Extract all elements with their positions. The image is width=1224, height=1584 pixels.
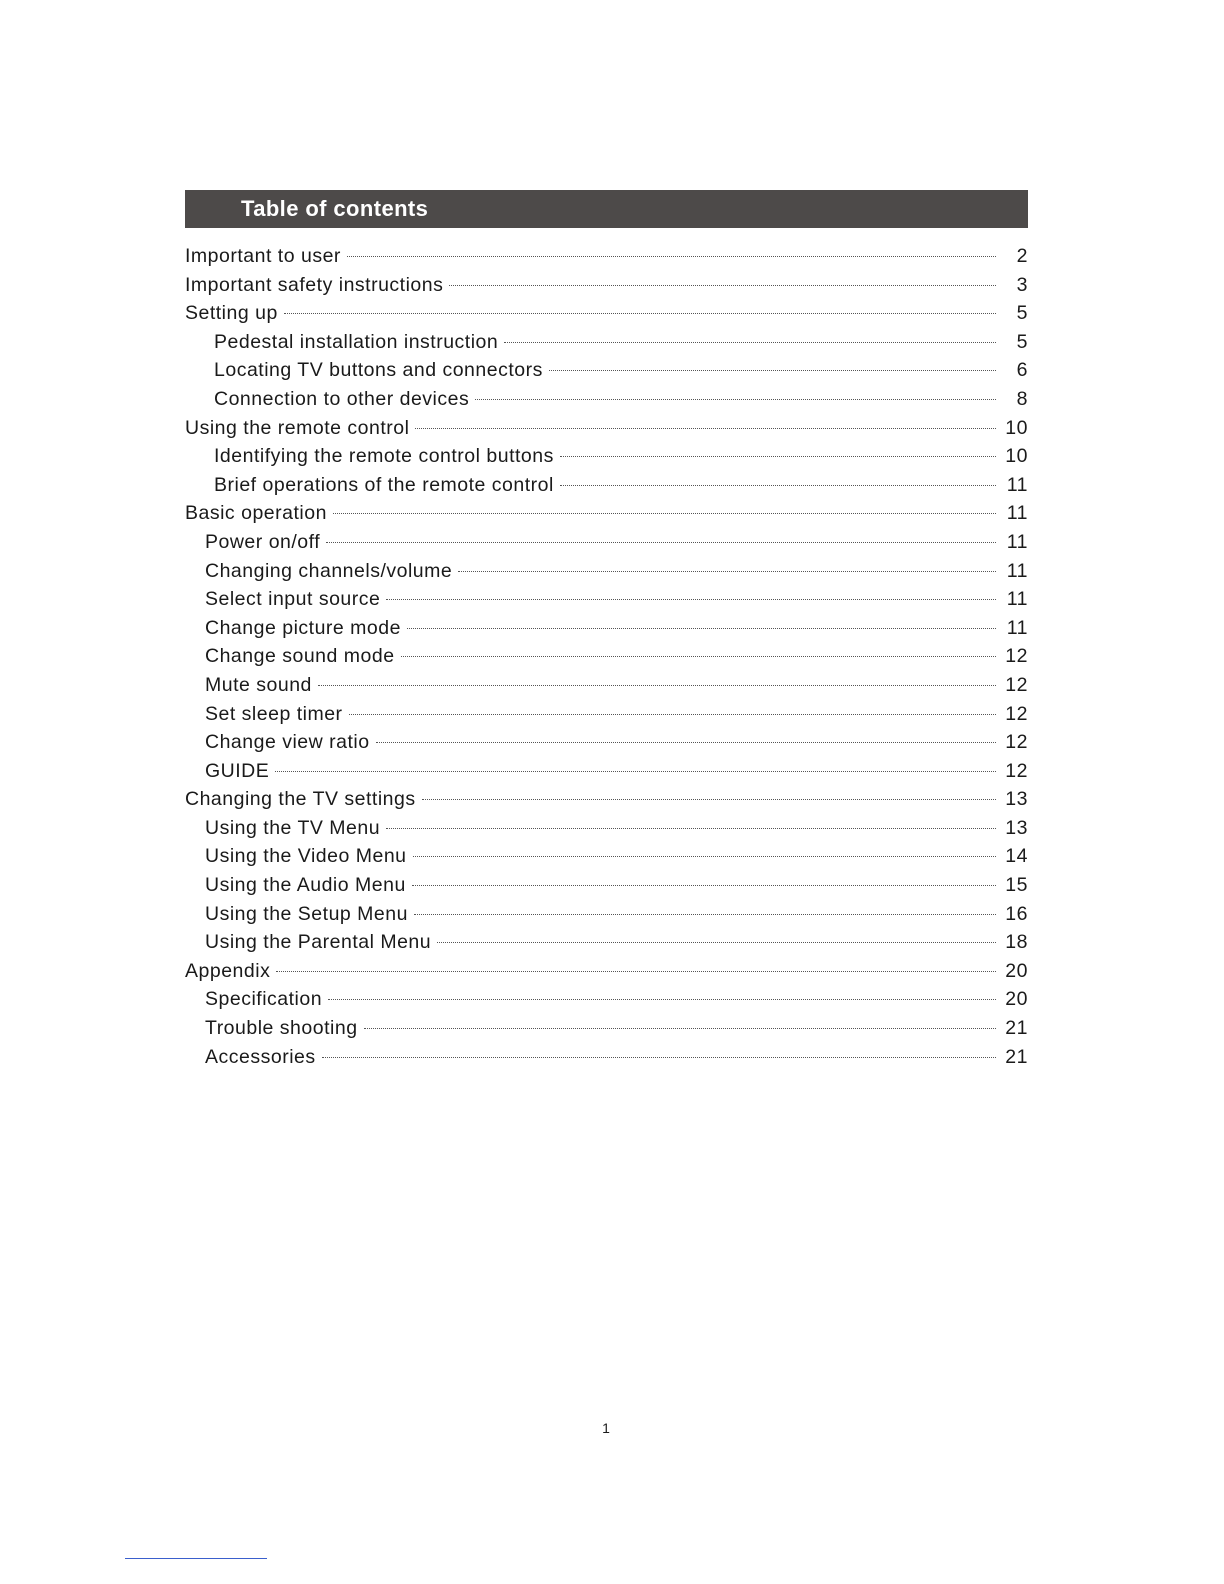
dot-leader: [349, 714, 996, 715]
toc-entry[interactable]: [185, 988, 1028, 1017]
toc-entry[interactable]: [185, 645, 1028, 674]
dot-leader: [386, 828, 996, 829]
toc-entry[interactable]: [185, 417, 1028, 446]
toc-entry-page: 6: [1016, 359, 1028, 382]
dot-leader: [276, 971, 996, 972]
toc-entry-label: Changing the TV settings: [185, 788, 416, 811]
dot-leader: [412, 885, 996, 886]
toc-list: [185, 245, 1028, 1074]
toc-entry-label: Specification: [205, 988, 323, 1011]
dot-leader: [413, 856, 996, 857]
toc-entry-label: Using the Video Menu: [205, 845, 407, 868]
toc-entry[interactable]: [185, 474, 1028, 503]
toc-entry[interactable]: [185, 388, 1028, 417]
toc-entry[interactable]: [185, 1017, 1028, 1046]
toc-entry-label: Changing channels/volume: [205, 559, 453, 582]
toc-entry-page: 15: [1005, 874, 1028, 897]
toc-entry-page: 10: [1005, 445, 1028, 468]
dot-leader: [475, 399, 996, 400]
toc-entry[interactable]: [185, 502, 1028, 531]
toc-entry[interactable]: [185, 960, 1028, 989]
toc-entry-page: 11: [1006, 588, 1028, 611]
dot-leader: [458, 571, 996, 572]
toc-entry[interactable]: [185, 931, 1028, 960]
toc-entry[interactable]: [185, 588, 1028, 617]
toc-entry-label: Using the remote control: [185, 416, 410, 439]
toc-entry-page: 8: [1016, 387, 1028, 410]
toc-entry-page: 18: [1005, 931, 1028, 954]
toc-entry-label: Change picture mode: [205, 616, 401, 639]
dot-leader: [326, 542, 996, 543]
toc-entry-label: Using the Parental Menu: [205, 931, 432, 954]
toc-entry-label: Using the Setup Menu: [205, 902, 408, 925]
toc-entry-label: GUIDE: [205, 759, 270, 782]
dot-leader: [364, 1028, 996, 1029]
dot-leader: [401, 656, 996, 657]
dot-leader: [407, 628, 996, 629]
toc-entry-label: Pedestal installation instruction: [214, 330, 499, 353]
dot-leader: [318, 685, 996, 686]
toc-entry-page: 10: [1005, 416, 1028, 439]
dot-leader: [422, 799, 996, 800]
toc-entry-label: Trouble shooting: [205, 1017, 358, 1040]
toc-entry-label: Identifying the remote control buttons: [214, 445, 554, 468]
toc-header-banner: [185, 190, 1028, 228]
toc-entry-label: Set sleep timer: [205, 702, 343, 725]
dot-leader: [284, 313, 996, 314]
toc-entry-page: 3: [1016, 273, 1028, 296]
toc-entry-page: 11: [1006, 559, 1028, 582]
toc-entry-page: 21: [1005, 1045, 1028, 1068]
toc-entry-page: 2: [1016, 245, 1028, 267]
toc-entry-page: 11: [1006, 616, 1028, 639]
dot-leader: [549, 370, 996, 371]
toc-entry[interactable]: [185, 731, 1028, 760]
toc-entry[interactable]: [185, 617, 1028, 646]
toc-entry[interactable]: [185, 703, 1028, 732]
dot-leader: [560, 485, 996, 486]
toc-entry[interactable]: [185, 560, 1028, 589]
toc-entry[interactable]: [185, 302, 1028, 331]
toc-entry-page: 12: [1005, 731, 1028, 754]
toc-entry[interactable]: [185, 331, 1028, 360]
toc-entry-label: Change view ratio: [205, 731, 370, 754]
dot-leader: [414, 914, 996, 915]
toc-entry-page: 13: [1005, 788, 1028, 811]
dot-leader: [449, 285, 996, 286]
toc-entry-label: Important to user: [185, 245, 341, 267]
toc-entry-label: Connection to other devices: [214, 387, 470, 410]
toc-entry[interactable]: [185, 788, 1028, 817]
toc-entry[interactable]: [185, 445, 1028, 474]
toc-entry-page: 12: [1005, 759, 1028, 782]
toc-entry[interactable]: [185, 845, 1028, 874]
toc-entry[interactable]: [185, 903, 1028, 932]
toc-entry[interactable]: [185, 245, 1028, 274]
toc-entry-page: 16: [1005, 902, 1028, 925]
toc-entry[interactable]: [185, 531, 1028, 560]
dot-leader: [415, 428, 996, 429]
toc-entry-page: 21: [1005, 1017, 1028, 1040]
dot-leader: [322, 1057, 996, 1058]
toc-entry[interactable]: [185, 359, 1028, 388]
toc-entry-label: Using the Audio Menu: [205, 874, 406, 897]
page-number: 1: [602, 1420, 610, 1436]
toc-entry-page: 13: [1005, 816, 1028, 839]
toc-entry[interactable]: [185, 674, 1028, 703]
toc-entry[interactable]: [185, 1046, 1028, 1075]
toc-entry-label: Setting up: [185, 302, 278, 325]
toc-entry-label: Select input source: [205, 588, 381, 611]
dot-leader: [328, 999, 996, 1000]
toc-entry[interactable]: [185, 274, 1028, 303]
toc-entry-page: 5: [1016, 330, 1028, 353]
dot-leader: [333, 513, 996, 514]
toc-entry-page: 11: [1006, 530, 1028, 553]
toc-entry-page: 5: [1016, 302, 1028, 325]
dot-leader: [437, 942, 996, 943]
toc-entry-label: Basic operation: [185, 502, 327, 525]
toc-entry-label: Locating TV buttons and connectors: [214, 359, 543, 382]
dot-leader: [504, 342, 996, 343]
toc-entry[interactable]: [185, 760, 1028, 789]
toc-entry-label: Power on/off: [205, 530, 321, 553]
dot-leader: [275, 771, 996, 772]
toc-entry-page: 12: [1005, 702, 1028, 725]
toc-entry[interactable]: [185, 874, 1028, 903]
dot-leader: [386, 599, 996, 600]
toc-entry-page: 20: [1005, 988, 1028, 1011]
toc-entry-label: Mute sound: [205, 673, 312, 696]
toc-entry-page: 20: [1005, 959, 1028, 982]
toc-entry-page: 12: [1005, 673, 1028, 696]
toc-entry-label: Accessories: [205, 1045, 316, 1068]
toc-title: Table of contents: [241, 196, 429, 221]
footer-rule: [125, 1558, 267, 1559]
toc-entry-page: 11: [1006, 473, 1028, 496]
dot-leader: [347, 256, 996, 257]
toc-entry-page: 12: [1005, 645, 1028, 668]
toc-entry[interactable]: [185, 817, 1028, 846]
dot-leader: [560, 456, 996, 457]
toc-entry-page: 11: [1006, 502, 1028, 525]
toc-entry-label: Appendix: [185, 959, 271, 982]
toc-entry-label: Important safety instructions: [185, 273, 444, 296]
toc-entry-page: 14: [1005, 845, 1028, 868]
dot-leader: [376, 742, 996, 743]
toc-entry-label: Using the TV Menu: [205, 816, 381, 839]
toc-entry-label: Brief operations of the remote control: [214, 473, 554, 496]
toc-entry-label: Change sound mode: [205, 645, 395, 668]
